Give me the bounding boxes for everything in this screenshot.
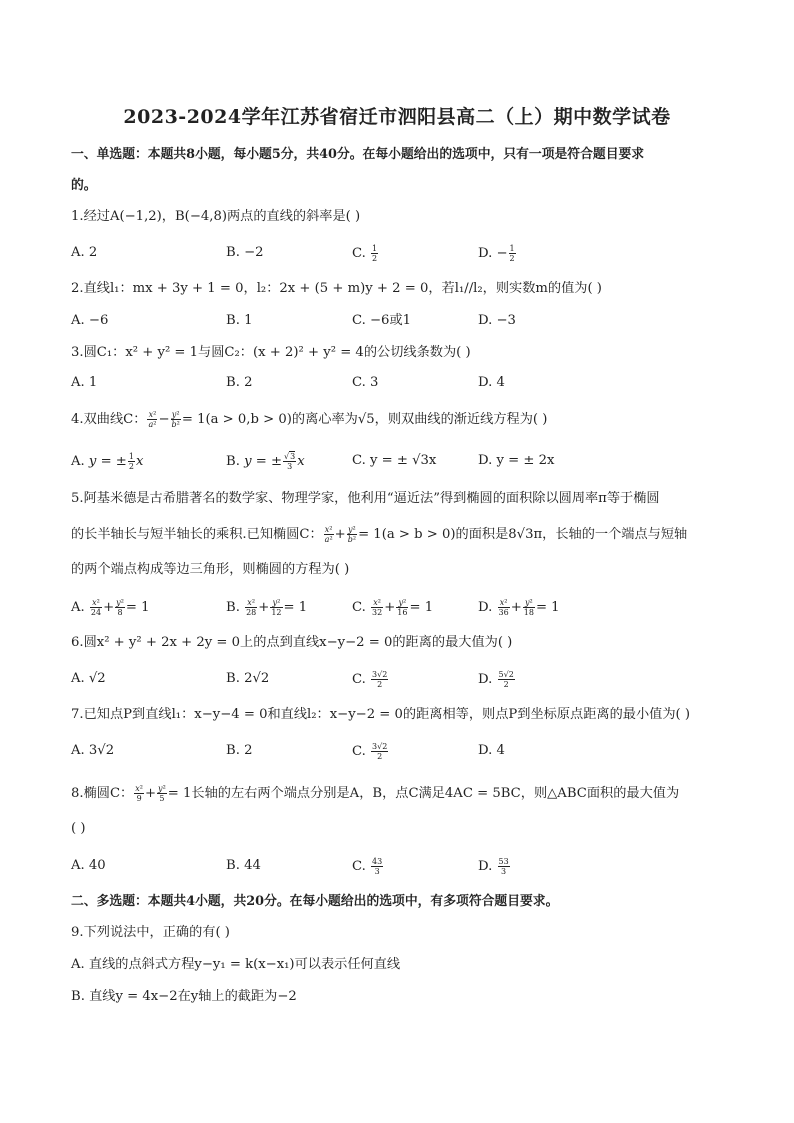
q7-option-b: B. 2 xyxy=(226,743,253,758)
q2-option-b: B. 1 xyxy=(226,313,253,328)
q1-option-b: B. −2 xyxy=(226,245,264,260)
q2-option-d: D. −3 xyxy=(478,313,516,328)
q8-option-d: D. $\frac{53}{3}$ xyxy=(478,857,509,876)
fraction: $\frac{53}{3}$ xyxy=(498,857,509,876)
q6-option-a: A. √2 xyxy=(71,671,106,686)
q3-option-b: B. 2 xyxy=(226,375,253,390)
q7-option-d: D. 4 xyxy=(478,743,505,758)
exam-title: 2023-2024学年江苏省宿迁市泗阳县高二（上）期中数学试卷 xyxy=(123,106,671,128)
q5-line2-prefix: 的长半轴长与短半轴长的乘积.已知椭圆C： xyxy=(71,527,323,542)
q4-option-b: B. y = ± $\frac{√3}{3}$ x xyxy=(226,452,305,471)
fraction-one-half: $\frac{1}{2}$ xyxy=(372,244,378,263)
fraction-one-half: $\frac{1}{2}$ xyxy=(128,452,134,471)
q6-stem: 6.圆x² + y² + 2x + 2y = 0上的点到直线x−y−2 = 0的距离的最大值为( ) xyxy=(71,635,513,650)
q8-option-a: A. 40 xyxy=(71,858,106,873)
fraction: $\frac{\text{y²}}{18}$ xyxy=(523,598,534,617)
fraction-y2-b2: $\frac{\text{y²}}{\text{b²}}$ xyxy=(347,525,357,544)
fraction: $\frac{\text{x²}}{32}$ xyxy=(372,598,383,617)
q5-line2: 的长半轴长与短半轴长的乘积.已知椭圆C： $\frac{\text{x²}}{\text{a²}}$ + $\frac{\text{y²}}{\text{b²}}$ = 1(a > b > 0)的面积是8√3π，长轴的一个端点与短轴 xyxy=(71,525,688,544)
q3-stem: 3.圆C₁：x² + y² = 1与圆C₂：(x + 2)² + y² = 4的公切线条数为( ) xyxy=(71,345,471,360)
fraction: $\frac{\text{x²}}{28}$ xyxy=(246,598,257,617)
q6-option-d: D. $\frac{5√2}{2}$ xyxy=(478,670,514,689)
fraction: $\frac{\text{y²}}{8}$ xyxy=(116,598,124,617)
q8-stem-prefix: 8.椭圆C： xyxy=(71,786,134,801)
q2-option-c: C. −6或1 xyxy=(352,313,412,328)
fraction-root3-over-3: $\frac{√3}{3}$ xyxy=(284,452,296,471)
q2-option-a: A. −6 xyxy=(71,313,109,328)
q1-option-d: D. − $\frac{1}{2}$ xyxy=(478,244,515,263)
q7-option-c: C. $\frac{3√2}{2}$ xyxy=(352,742,388,761)
fraction: $\frac{\text{x²}}{36}$ xyxy=(498,598,509,617)
fraction: $\frac{\text{y²}}{12}$ xyxy=(271,598,282,617)
q9-stem: 9.下列说法中，正确的有( ) xyxy=(71,925,230,940)
q4-stem: 4.双曲线C： $\frac{\text{x²}}{\text{a²}}$ − $\frac{\text{y²}}{\text{b²}}$ = 1(a > 0,b > 0)的离心率为√5，则双曲线的渐近线方程为( ) xyxy=(71,410,548,429)
q2-stem: 2.直线l₁：mx + 3y + 1 = 0，l₂：2x + (5 + m)y + 2 = 0，若l₁//l₂，则实数m的值为( ) xyxy=(71,281,602,296)
q7-option-a: A. 3√2 xyxy=(71,743,115,758)
fraction: $\frac{\text{y²}}{5}$ xyxy=(158,784,166,803)
q8-option-c: C. $\frac{43}{3}$ xyxy=(352,857,383,876)
q9-option-b: B. 直线y = 4x−2在y轴上的截距为−2 xyxy=(71,989,297,1004)
q4-stem-prefix: 4.双曲线C： xyxy=(71,412,147,427)
q4-option-c: C. y = ± √3x xyxy=(352,453,437,468)
q9-option-a: A. 直线的点斜式方程y−y₁ = k(x−x₁)可以表示任何直线 xyxy=(71,957,401,972)
q8-stem: 8.椭圆C： $\frac{\text{x²}}{9}$ + $\frac{\text{y²}}{5}$ = 1长轴的左右两个端点分别是A，B，点C满足4AC = 5BC，则△ABC面积的最大值为 xyxy=(71,784,680,803)
fraction: $\frac{43}{3}$ xyxy=(372,857,383,876)
fraction-x2-a2: $\frac{\text{x²}}{\text{a²}}$ xyxy=(324,525,333,544)
fraction: $\frac{3√2}{2}$ xyxy=(372,670,388,689)
section1-header-line2: 的。 xyxy=(71,178,97,193)
q4-option-a: A. y = ± $\frac{1}{2}$ x xyxy=(71,452,144,471)
q1-stem: 1.经过A(−1,2)，B(−4,8)两点的直线的斜率是( ) xyxy=(71,209,361,224)
section2-header: 二、多选题：本题共4小题，共20分。在每小题给出的选项中，有多项符合题目要求。 xyxy=(71,894,559,909)
q5-line2-suffix: = 1(a > b > 0)的面积是8√3π，长轴的一个端点与短轴 xyxy=(358,527,688,542)
q6-option-c: C. $\frac{3√2}{2}$ xyxy=(352,670,388,689)
q8-line2: ( ) xyxy=(71,821,86,836)
q3-option-c: C. 3 xyxy=(352,375,379,390)
q6-option-b: B. 2√2 xyxy=(226,671,270,686)
q4-option-d: D. y = ± 2x xyxy=(478,453,555,468)
fraction: $\frac{\text{x²}}{9}$ xyxy=(135,784,143,803)
q5-option-d: D. $\frac{\text{x²}}{36}$ + $\frac{\text{y²}}{18}$ = 1 xyxy=(478,598,560,617)
q8-option-b: B. 44 xyxy=(226,858,261,873)
q4-stem-suffix: = 1(a > 0,b > 0)的离心率为√5，则双曲线的渐近线方程为( ) xyxy=(181,412,548,427)
fraction-y2-b2: $\frac{\text{y²}}{\text{b²}}$ xyxy=(171,410,180,429)
fraction-x2-a2: $\frac{\text{x²}}{\text{a²}}$ xyxy=(148,410,157,429)
q3-option-a: A. 1 xyxy=(71,375,98,390)
q5-line1: 5.阿基米德是古希腊著名的数学家、物理学家，他利用“逼近法”得到椭圆的面积除以圆周率π等于椭圆 xyxy=(71,491,660,506)
fraction: $\frac{\text{x²}}{24}$ xyxy=(90,598,102,617)
section1-header-line1: 一、单选题：本题共8小题，每小题5分，共40分。在每小题给出的选项中，只有一项是符合题目要求 xyxy=(71,147,645,162)
q7-stem: 7.已知点P到直线l₁：x−y−4 = 0和直线l₂：x−y−2 = 0的距离相等，则点P到坐标原点距离的最小值为( ) xyxy=(71,707,691,722)
q1-option-a: A. 2 xyxy=(71,245,98,260)
q5-line3: 的两个端点构成等边三角形，则椭圆的方程为( ) xyxy=(71,562,350,577)
fraction: $\frac{\text{y²}}{16}$ xyxy=(397,598,408,617)
fraction-one-half: $\frac{1}{2}$ xyxy=(509,244,515,263)
q8-stem-suffix: = 1长轴的左右两个端点分别是A，B，点C满足4AC = 5BC，则△ABC面积的最大值为 xyxy=(167,786,680,801)
q5-option-b: B. $\frac{\text{x²}}{28}$ + $\frac{\text{y²}}{12}$ = 1 xyxy=(226,598,308,617)
fraction: $\frac{5√2}{2}$ xyxy=(498,670,514,689)
q1-option-c: C. $\frac{1}{2}$ xyxy=(352,244,378,263)
q5-option-a: A. $\frac{\text{x²}}{24}$ + $\frac{\text{y²}}{8}$ = 1 xyxy=(71,598,150,617)
fraction: $\frac{3√2}{2}$ xyxy=(372,742,388,761)
q5-option-c: C. $\frac{\text{x²}}{32}$ + $\frac{\text{y²}}{16}$ = 1 xyxy=(352,598,434,617)
q3-option-d: D. 4 xyxy=(478,375,505,390)
